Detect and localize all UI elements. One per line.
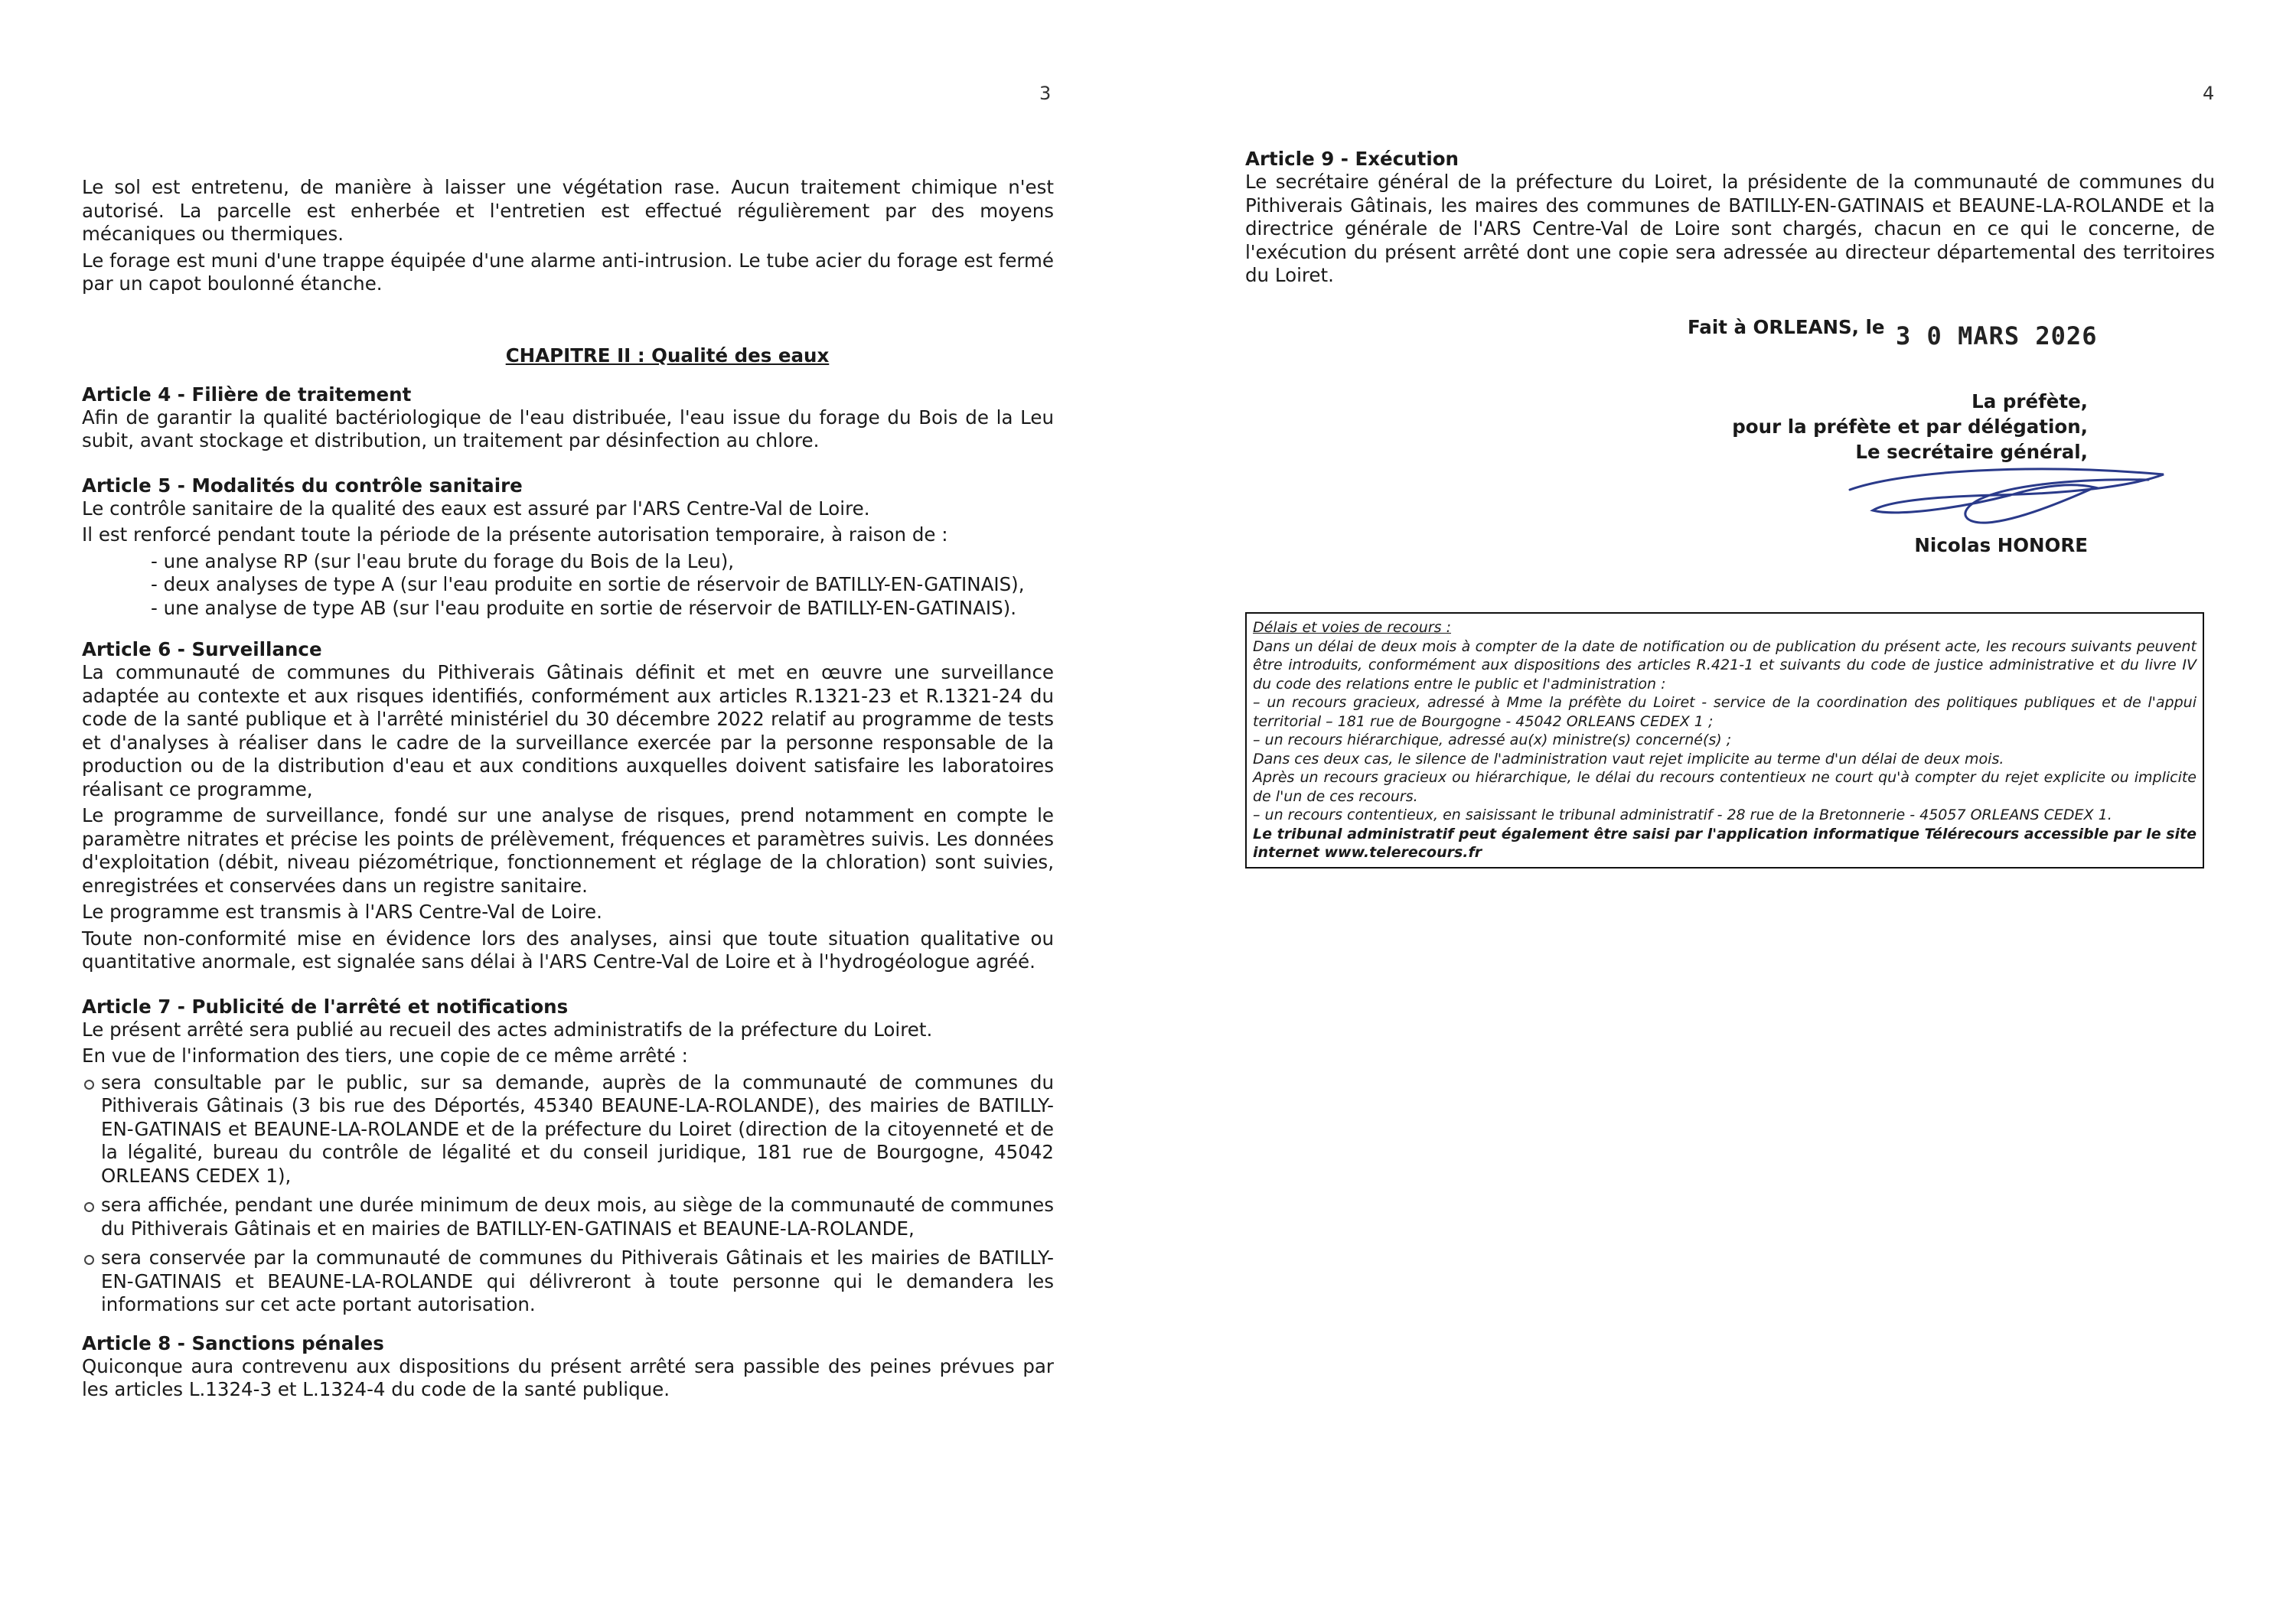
article-6-paragraph-4: Toute non-conformité mise en évidence lors des analyses, ainsi que toute situation qualitative ou quantitative anormale, est signalée sans délai à l'ARS Centre-Val de Loire et à l'hydrogéologue agréé. [82,927,1054,973]
bullet-icon [84,1080,94,1090]
article-6-paragraph-1: La communauté de communes du Pithiverais Gâtinais définit et met en œuvre une surveillance adaptée au contexte et aux risques identifiés, conformément aux articles R.1321-23 et R.1321-24 du code de la santé publique et à l'arrêté ministériel du 30 décembre 2022 relatif au programme de tests et d'analyses à réaliser dans le cadre de la surveillance exercée par la personne responsable de la production ou de la distribution d'eau et aux conditions auxquelles doivent satisfaire les laboratoires réalisant ce programme, [82,661,1054,800]
article-7-copy-list [82,1071,1054,1317]
date-stamp: 3 0 MARS 2026 [1896,321,2098,350]
recours-contentieux: – un recours contentieux, en saisissant le tribunal administratif - 28 rue de la Bretonnerie - 45057 ORLEANS CEDEX 1. [1253,807,2112,823]
article-6-title: Article 6 - Surveillance [82,638,322,660]
recours-intro: Dans un délai de deux mois à compter de la date de notification ou de publication du présent acte, les recours suivants peuvent être introduits, conformément aux dispositions des articles R.421-1 et suivants du code de justice administrative et du livre IV du code des relations entre le public et l'administration : [1253,637,2197,693]
recours-box [1245,612,2204,869]
page-number: 4 [2203,83,2215,104]
article-5-paragraph-1: Le contrôle sanitaire de la qualité des eaux est assuré par l'ARS Centre-Val de Loire. [82,497,870,520]
role-line: pour la préfète et par délégation, [1732,416,2088,438]
list-item [82,1071,1054,1188]
role-line: Le secrétaire général, [1855,441,2088,463]
handwritten-signature [1842,448,2171,532]
signature-block [1245,0,2215,582]
fait-a-orleans: Fait à ORLEANS, le [1688,316,1885,338]
bullet-icon [84,1255,94,1265]
article-6-paragraph-3: Le programme est transmis à l'ARS Centre-Val de Loire. [82,901,602,923]
article-5-title: Article 5 - Modalités du contrôle sanitaire [82,474,523,497]
list-item: - deux analyses de type A (sur l'eau produite en sortie de réservoir de BATILLY-EN-GATINAIS), [151,573,1054,597]
intro-paragraph-vegetation: Le sol est entretenu, de manière à laisser une végétation rase. Aucun traitement chimique n'est autorisé. La parcelle est enherbée et l'entretien est effectué régulièrement par des moyens mécaniques ou thermiques. [82,176,1054,245]
article-4-title: Article 4 - Filière de traitement [82,383,412,406]
intro-paragraph-forage: Le forage est muni d'une trappe équipée d'une alarme anti-intrusion. Le tube acier du forage est fermé par un capot boulonné étanche. [82,249,1054,295]
signatory-name: Nicolas HONORE [1914,534,2088,556]
recours-apres: Après un recours gracieux ou hiérarchique, le délai du recours contentieux ne court qu'à compter du rejet explicite ou implicite de l'un de ces recours. [1253,769,2197,805]
page-4 [1148,0,2296,1623]
recours-hierarchique: – un recours hiérarchique, adressé au(x) ministre(s) concerné(s) ; [1253,732,1732,748]
list-item-text: sera affichée, pendant une durée minimum de deux mois, au siège de la communauté de communes du Pithiverais Gâtinais et en mairies de BATILLY-EN-GATINAIS et BEAUNE-LA-ROLANDE, [101,1194,1054,1240]
recours-telerecours: Le tribunal administratif peut également être saisi par l'application informatique Télérecours accessible par le site internet www.telerecours.fr [1253,825,2197,861]
chapter-title: CHAPITRE II : Qualité des eaux [505,344,830,367]
bullet-icon [84,1202,94,1212]
list-item-text: sera consultable par le public, sur sa demande, auprès de la communauté de communes du Pithiverais Gâtinais (3 bis rue des Déportés, 45340 BEAUNE-LA-ROLANDE), des mairies de BATILLY-EN-GATINAIS et BEAUNE-LA-ROLANDE et de la préfecture du Loiret (direction de la citoyenneté et de la légalité, bureau du contrôle de légalité et du conseil juridique, 181 rue de Bourgogne, 45042 ORLEANS CEDEX 1), [101,1071,1054,1187]
list-item: - une analyse de type AB (sur l'eau produite en sortie de réservoir de BATILLY-EN-GATINAIS). [151,597,1054,621]
article-9-title: Article 9 - Exécution [1245,148,1459,170]
article-7-title: Article 7 - Publicité de l'arrêté et notifications [82,995,569,1018]
list-item [82,1194,1054,1240]
article-4-text: Afin de garantir la qualité bactériologique de l'eau distribuée, l'eau issue du forage du Bois de la Leu subit, avant stockage et distribution, un traitement par désinfection au chlore. [82,406,1054,451]
list-item-text: sera conservée par la communauté de communes du Pithiverais Gâtinais et les mairies de BATILLY-EN-GATINAIS et BEAUNE-LA-ROLANDE qui délivreront à toute personne qui le demandera les informations sur cet acte portant autorisation. [101,1247,1054,1315]
article-6-paragraph-2: Le programme de surveillance, fondé sur une analyse de risques, prend notamment en compte le paramètre nitrates et précise les points de prélèvement, fréquences et paramètres suivis. Les données d'exploitation (débit, niveau piézométrique, fonctionnement et réglage de la chloration) sont suivies, enregistrées et conservées dans un registre sanitaire. [82,804,1054,897]
article-5-paragraph-2: Il est renforcé pendant toute la période de la présente autorisation temporaire, à raison de : [82,523,948,546]
article-8-title: Article 8 - Sanctions pénales [82,1331,384,1354]
article-8-text: Quiconque aura contrevenu aux dispositions du présent arrêté sera passible des peines prévues par les articles L.1324-3 et L.1324-4 du code de la santé publique. [82,1354,1054,1400]
recours-gracieux: – un recours gracieux, adressé à Mme la préfète du Loiret - service de la coordination des politiques publiques et de l'appui territorial – 181 rue de Bourgogne - 45042 ORLEANS CEDEX 1 ; [1253,694,2197,730]
signature-stroke [1850,469,2164,523]
recours-silence: Dans ces deux cas, le silence de l'administration vaut rejet implicite au terme d'un délai de deux mois. [1253,750,2004,768]
role-line: La préfète, [1971,390,2088,412]
article-7-paragraph-2: En vue de l'information des tiers, une copie de ce même arrêté : [82,1045,688,1067]
article-9-text: Le secrétaire général de la préfecture du Loiret, la présidente de la communauté de communes du Pithiverais Gâtinais, les maires des communes de BATILLY-EN-GATINAIS et BEAUNE-LA-ROLANDE et la directrice générale de l'ARS Centre-Val de Loire sont chargés, chacun en ce qui le concerne, de l'exécution du présent arrêté dont une copie sera adressée au directeur départemental des territoires du Loiret. [1245,171,2215,286]
page-number: 3 [1039,83,1052,104]
page-3-content [82,176,1054,1405]
list-item: - une analyse RP (sur l'eau brute du forage du Bois de la Leu), [151,550,1054,574]
article-7-paragraph-1: Le présent arrêté sera publié au recueil des actes administratifs de la préfecture du Loiret. [82,1018,933,1041]
list-item [82,1247,1054,1317]
recours-title: Délais et voies de recours : [1253,619,1451,636]
article-5-analysis-list [82,550,1054,621]
